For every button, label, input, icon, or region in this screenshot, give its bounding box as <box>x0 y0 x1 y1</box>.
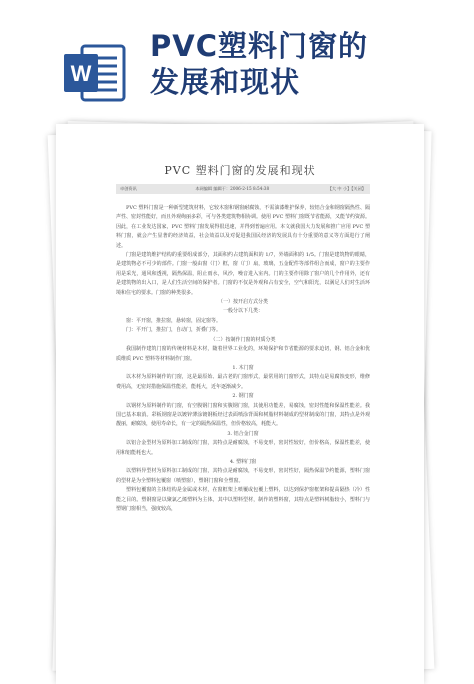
paragraph: 以塑料异型材为原料加工制成的门窗，其特点是耐腐蚀，不易变形，密封性好，隔热保温节约能源，塑料门窗的型材是为全塑料包覆窗（喷塑窗），塑钢门窗和全塑窗。 <box>116 468 370 484</box>
header <box>0 0 474 112</box>
meta-source: 卓创资讯 <box>120 186 137 191</box>
title-line-2: 发展和现状 <box>150 65 301 99</box>
section-heading: （二）按制作门窗的材质分类 <box>210 336 276 343</box>
subheading: 4. 塑料门窗 <box>229 458 257 465</box>
paragraph: 门窗是建筑维护结构的重要组成部分，其面积约占建筑面积的 1/7，外墙面积的 1/5。门窗是建筑物的眼睛，是建筑物必不可少的部件。门窗一般由窗（门）框，窗（门）扇，玻璃，五金配件等部件组合而成，窗户的主要作用是采光，通风和透视，隔热保温，阻止雨水，风沙，噪音进入室内。门的主要作用除了窗户的几个作用外，还有是建筑物的出入口，是人们生活空间的保护者。门窗的不仅是外观和占有安全，空气和阳光，以满足人们对生活环境和住宅的要求。门窗的种类很多。 <box>116 252 370 296</box>
document-page <box>56 124 424 684</box>
meta-editor: 本网编辑 编辑于：2006-2-15 8:54:38 <box>195 186 270 191</box>
subheading: 1. 木门窗 <box>232 364 254 371</box>
title-line-1: PVC塑料门窗的 <box>150 29 368 63</box>
list-intro: 一般分以下几类： <box>222 308 263 315</box>
paragraph: PVC 塑料门窗是一种新型建筑材料，它较木窗和钢窗耐腐蚀，不需油漆维护保养，较铝合金和钢窗隔热性、隔声性、密封性能好，而且外观绚丽多彩，可与各类建筑物相协调。使用 PVC 塑料门窗既节省能源，又能节约资源。因此，在工业发达国家，PVC 塑料门窗发展得很迅速，并得到普遍应用。本文就我国大力发展和推广应用 PVC 塑料门窗，就会产生显著的经济效益，社会效益以及对促进我国民经济的发展具有十分重要的意义等方面进行了阐述。 <box>116 205 370 249</box>
list-item: 窗：平开窗，推拉窗，悬转窗，固定窗等。 <box>126 317 222 324</box>
document-body <box>116 204 370 514</box>
meta-controls[interactable]: 【大 中 小】【关闭】 <box>327 186 366 191</box>
paragraph: 以钢材为原料制作的门窗，有空腹钢门窗和实腹钢门窗，其使用功能差，易腐蚀，密封性能和保温性能差。我国已基本取消。彩板钢窗是以镀锌薄涂镀钢板经过表面喷涂背面和树脂材料制成的型材制成的门窗，其特点是外观靓丽，耐腐蚀，使用寿命长，有一定的隔热保温性，但价格较高，耗能大。 <box>116 402 370 428</box>
page-title <box>150 28 368 100</box>
svg-text:W: W <box>70 61 92 86</box>
meta-bar <box>116 184 370 194</box>
paragraph: 以铝合金型材为原料加工制成的门窗，其特点是耐腐蚀，不易变形，密封性较好，但价格高，保温性能差，使用和铝能耗也大。 <box>116 440 370 456</box>
subheading: 3. 铝合金门窗 <box>227 430 259 437</box>
document-title: PVC 塑料门窗的发展和现状 <box>164 164 316 177</box>
subheading: 2. 钢门窗 <box>232 393 254 400</box>
paragraph: 以木材为原料制作的门窗，这是最原始、最古老的门窗形式，最常用的门窗形式，其特点是易腐蚀变形，维修费用高，无密封措施保温性能差，能耗大，近年逐渐减少。 <box>116 374 370 390</box>
section-heading: （一）按开启方式分类 <box>217 299 268 306</box>
paragraph: 塑料包覆窗的主体结构是金属或木材，在窗框架上喷覆或包覆上塑料，以达到保护窗框架和提高隔热（冷）性能之目的。塑钢窗是以聚氯乙烯塑料为主体，其中以塑料型材，制作的塑料窗，其特点是塑料树脂较小，塑料门与塑钢门窗相当，强度较高， <box>116 487 370 512</box>
paragraph: 我国制作建筑门窗的传统材料是木材，随着世界工业化的，环境保护和节省能源的要求迫切，钢、铝合金和优质维质 PVC 塑料等材料制作门窗。 <box>116 346 370 362</box>
word-document-icon <box>62 40 128 106</box>
list-item: 门：平开门，推拉门，自动门，折叠门等。 <box>126 327 222 334</box>
